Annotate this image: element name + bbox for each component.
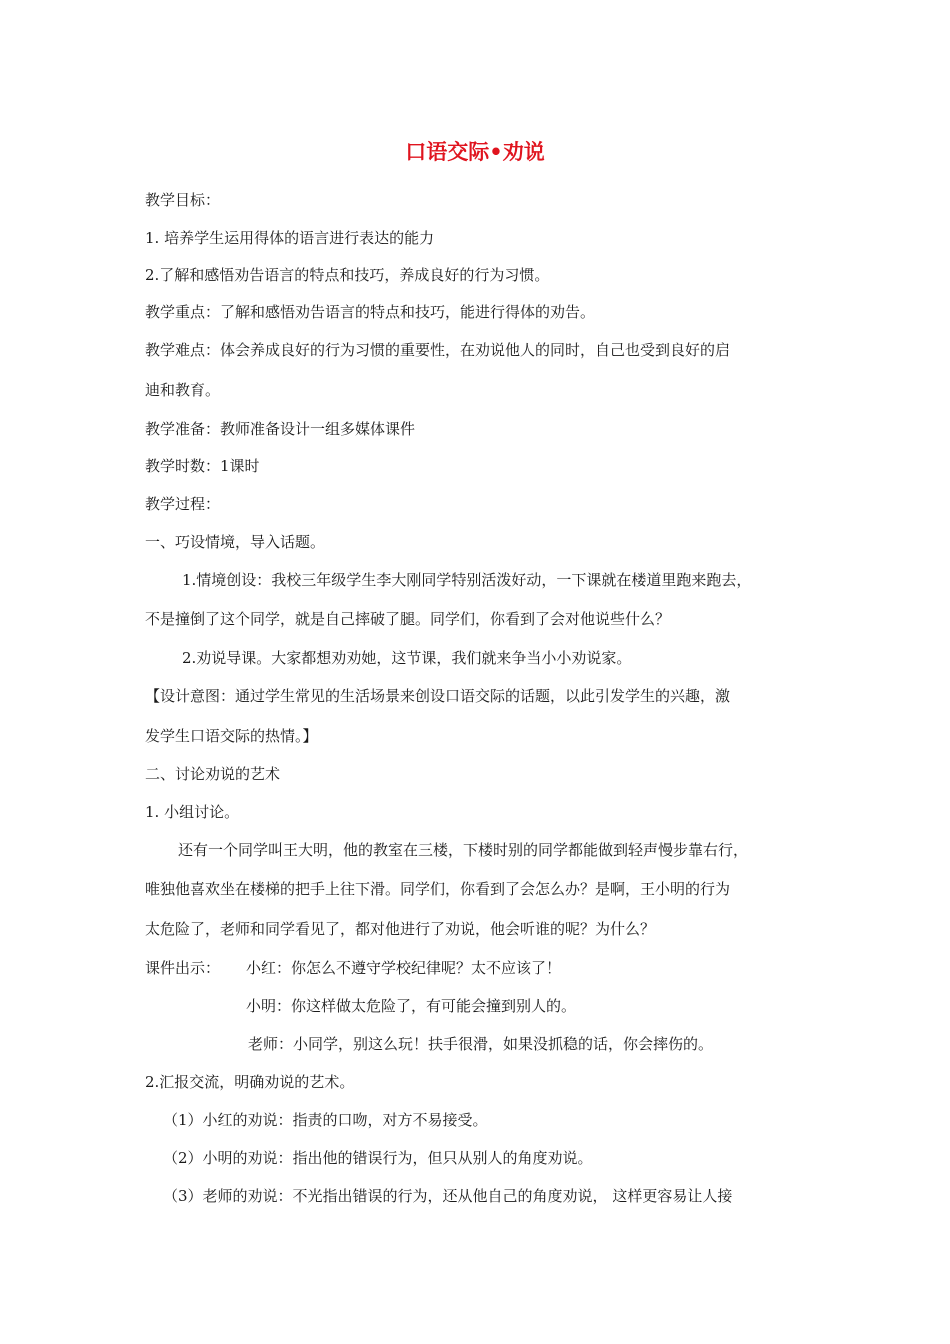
difficulty-line-2: 迪和教育。 [145,381,221,399]
story-line-1: 还有一个同学叫王大明，他的教室在三楼，下楼时别的同学都能做到轻声慢步靠右行， [178,841,749,859]
design-intent-line-2: 发学生口语交际的热情。】 [145,727,318,745]
analysis-item-3: （3）老师的劝说：不光指出错误的行为，还从他自己的角度劝说， 这样更容易让人接 [163,1187,733,1205]
story-line-3: 太危险了，老师和同学看见了，都对他进行了劝说，他会听谁的呢？为什么？ [145,920,656,938]
section-label-objectives: 教学目标： [145,191,221,209]
analysis-item-2: （2）小明的劝说：指出他的错误行为，但只从别人的角度劝说。 [163,1149,593,1167]
story-line-2: 唯独他喜欢坐在楼梯的把手上往下滑。同学们，你看到了会怎么办？是啊，王小明的行为 [145,880,731,898]
design-intent-line-1: 【设计意图：通过学生常见的生活场景来创设口语交际的话题，以此引发学生的兴趣，激 [145,687,731,705]
heading-part-two: 二、讨论劝说的艺术 [145,765,281,783]
key-points-line: 教学重点：了解和感悟劝告语言的特点和技巧，能进行得体的劝告。 [145,303,596,321]
section-label-process: 教学过程： [145,495,221,513]
group-discussion-line: 1. 小组讨论。 [145,803,240,821]
preparation-line: 教学准备：教师准备设计一组多媒体课件 [145,420,416,438]
courseware-label: 课件出示： [145,959,221,977]
difficulty-line-1: 教学难点：体会养成良好的行为习惯的重要性，在劝说他人的同时，自己也受到良好的启 [145,341,731,359]
objective-item-2: 2.了解和感悟劝告语言的特点和技巧，养成良好的行为习惯。 [145,266,550,284]
objective-item-1: 1. 培养学生运用得体的语言进行表达的能力 [145,229,435,247]
page-title: 口语交际•劝说 [405,140,545,164]
class-hours-line: 教学时数：1课时 [145,457,260,475]
scenario-line-2: 不是撞倒了这个同学，就是自己摔破了腿。同学们，你看到了会对他说些什么？ [145,610,671,628]
quote-xiaoming: 小明：你这样做太危险了，有可能会撞到别人的。 [246,997,577,1015]
heading-part-one: 一、巧设情境，导入话题。 [145,533,326,551]
quote-xiaohong: 小红：你怎么不遵守学校纪律呢？太不应该了！ [246,959,562,977]
analysis-item-1: （1）小红的劝说：指责的口吻，对方不易接受。 [163,1111,488,1129]
report-heading: 2.汇报交流，明确劝说的艺术。 [145,1073,355,1091]
scenario-line-1: 1.情境创设：我校三年级学生李大刚同学特别活泼好动，一下课就在楼道里跑来跑去， [182,571,752,589]
intro-line: 2.劝说导课。大家都想劝劝她，这节课，我们就来争当小小劝说家。 [182,649,632,667]
quote-teacher: 老师：小同学，别这么玩！扶手很滑，如果没抓稳的话，你会摔伤的。 [248,1035,714,1053]
